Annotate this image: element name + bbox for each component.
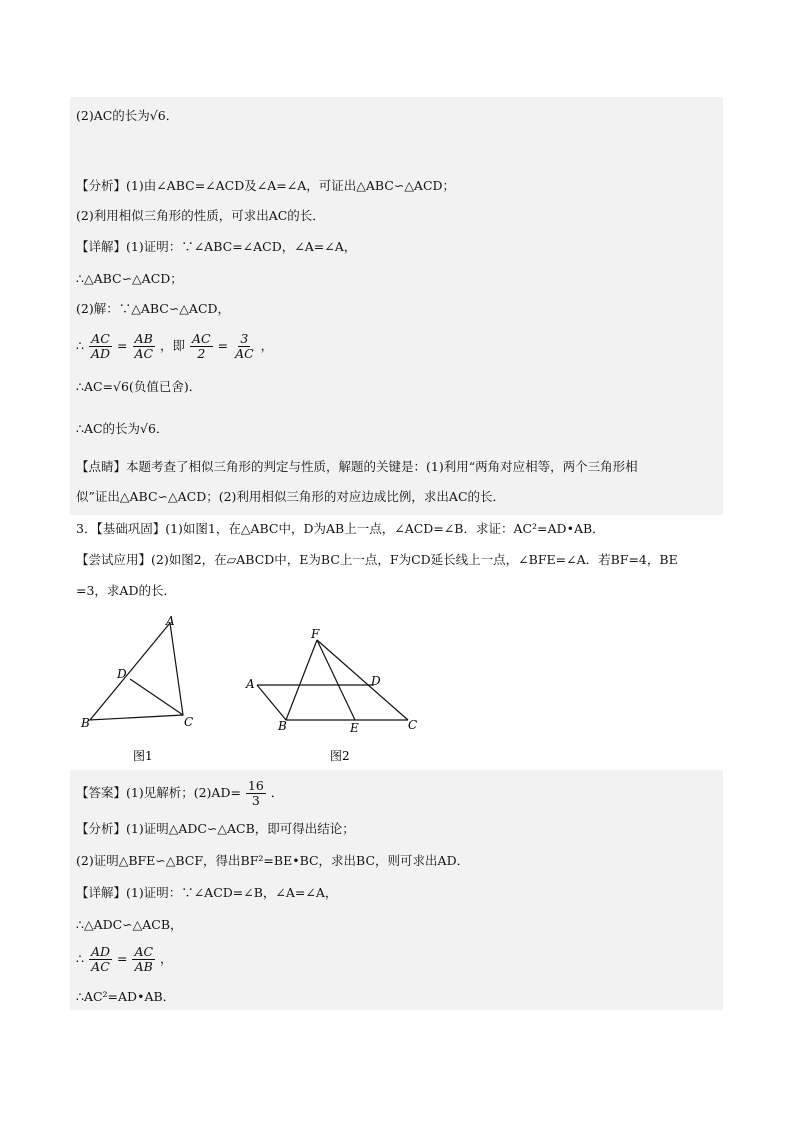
therefore-symbol: ∴ — [76, 338, 84, 353]
vertex-label-a: A — [166, 614, 175, 628]
text-segment: ． — [270, 785, 284, 800]
figure-caption: 图1 — [133, 749, 153, 763]
equals-sign: = — [116, 951, 128, 966]
equals-sign: = — [217, 338, 229, 353]
question-line: =3，求AD的长． — [76, 583, 176, 598]
detail-line: 【详解】(1)证明：∵∠ABC=∠ACD，∠A=∠A， — [76, 239, 357, 254]
vertex-label-a: A — [246, 677, 255, 691]
analysis-line: 【分析】(1)由∠ABC=∠ACD及∠A=∠A，可证出△ABC∽△ACD； — [76, 178, 456, 193]
vertex-label-e: E — [350, 721, 359, 735]
text-line: ∴△ADC∽△ACB， — [76, 917, 183, 932]
text-line: ∴AC²=AD•AB． — [76, 989, 176, 1004]
key-point-line: 似”证出△ABC∽△ACD；(2)利用相似三角形的对应边成比例，求出AC的长． — [76, 489, 506, 504]
text-line: (2)证明△BFE∽△BCF，得出BF²=BE•BC，求出BC，则可求出AD． — [76, 853, 470, 868]
vertex-label-c: C — [184, 715, 194, 729]
vertex-label-b: B — [278, 719, 287, 733]
text-line: ∴AC=√6(负值已舍)． — [76, 379, 202, 394]
fraction-equation-line — [76, 941, 173, 977]
fraction: $\frac{16}{3}$ — [247, 778, 264, 808]
text-line: (2)利用相似三角形的性质，可求出AC的长． — [76, 208, 325, 223]
answer-line — [76, 775, 283, 811]
equals-sign: = — [116, 338, 128, 353]
fraction: $\frac{AC}{AD}$ — [90, 331, 110, 361]
fraction-equation-line — [76, 328, 273, 364]
fraction: $\frac{3}{AC}$ — [235, 331, 254, 361]
text-line: (2)解：∵△ABC∽△ACD， — [76, 301, 231, 316]
text-segment: ， — [260, 338, 274, 353]
fraction: $\frac{AC}{AB}$ — [134, 944, 154, 974]
analysis-line: 【分析】(1)证明△ADC∽△ACB，即可得出结论； — [76, 821, 355, 836]
fraction: $\frac{AC}{2}$ — [192, 331, 211, 361]
vertex-label-b: B — [81, 716, 90, 730]
question-line: 3．【基础巩固】(1)如图1，在△ABC中，D为AB上一点，∠ACD=∠B．求证：AC²=AD•AB． — [76, 521, 605, 536]
vertex-label-c: C — [408, 718, 418, 732]
question-line: 【尝试应用】(2)如图2，在▱ABCD中，E为BC上一点，F为CD延长线上一点，∠BFE=∠A．若BF=4，BE — [76, 552, 678, 567]
text-line: (2)AC的长为√6． — [76, 108, 179, 123]
vertex-label-f: F — [311, 627, 320, 641]
text-segment: ， — [160, 951, 173, 966]
vertex-label-d: D — [371, 674, 381, 688]
text-segment: ，即 — [160, 338, 186, 353]
text-segment: 【答案】(1)见解析；(2)AD= — [76, 785, 241, 800]
figure-caption: 图2 — [330, 749, 350, 763]
figure-1 — [75, 610, 215, 770]
fraction: $\frac{AB}{AC}$ — [134, 331, 154, 361]
text-line: ∴△ABC∽△ACD； — [76, 271, 183, 286]
vertex-label-d: D — [117, 667, 127, 681]
text-line: ∴AC的长为√6． — [76, 421, 169, 436]
key-point-line: 【点睛】本题考查了相似三角形的判定与性质，解题的关键是：(1)利用“两角对应相等，两个三角形相 — [76, 459, 638, 474]
therefore-symbol: ∴ — [76, 951, 84, 966]
fraction: $\frac{AD}{AC}$ — [90, 944, 110, 974]
detail-line: 【详解】(1)证明：∵∠ACD=∠B，∠A=∠A， — [76, 885, 338, 900]
figure-2 — [240, 620, 430, 770]
